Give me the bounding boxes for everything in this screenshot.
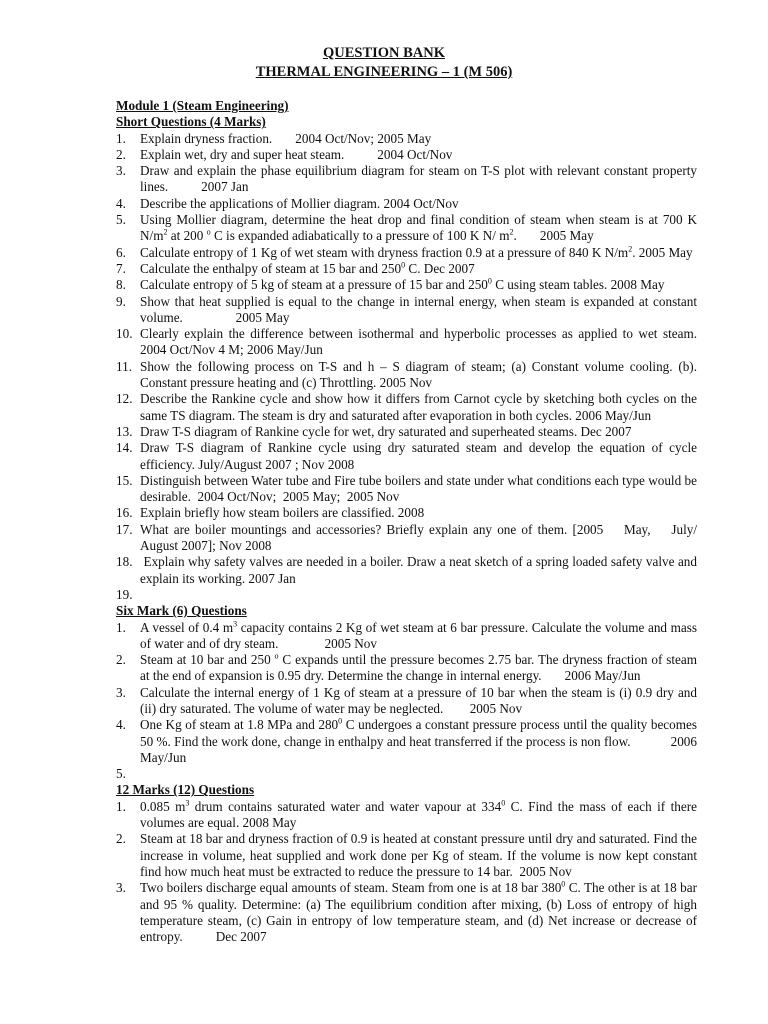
question-text: Steam at 18 bar and dryness fraction of 0.9 is heated at constant pressure until dry and saturated. Find the increase in volume, heat supplied and work done per Kg of steam. If the volume is now kept constant find how much heat must be extracted to reduce the pressure to 14 bar. 2005 Nov xyxy=(140,831,697,879)
question-number: 11. xyxy=(116,358,132,374)
question-item xyxy=(116,212,697,245)
question-text: Draw T-S diagram of Rankine cycle using dry saturated steam and develop the equation of cycle efficiency. July/August 2007 ; Nov 2008 xyxy=(140,440,697,472)
question-number: 15. xyxy=(116,472,133,488)
question-number: 19. xyxy=(116,586,133,602)
question-number: 6. xyxy=(116,244,126,260)
module-heading: Module 1 (Steam Engineering) xyxy=(116,98,289,113)
question-item xyxy=(116,326,697,359)
question-text: Calculate entropy of 5 kg of steam at a pressure of 15 bar and $250^0$ C using steam tables. 2008 May xyxy=(140,276,665,293)
question-number: 1. xyxy=(116,798,126,814)
question-text: Show the following process on T-S and h – S diagram of steam; (a) Constant volume cooling. (b). Constant pressure heating and (c) Throttling. 2005 Nov xyxy=(140,358,697,391)
question-number: 7. xyxy=(116,260,126,276)
question-number: 1. xyxy=(116,619,126,635)
section-heading: Short Questions (4 Marks) xyxy=(116,114,266,130)
question-item xyxy=(116,196,697,212)
question-item xyxy=(116,131,697,147)
question-number: 17. xyxy=(116,521,133,537)
question-text xyxy=(140,766,697,782)
question-item xyxy=(116,505,697,521)
question-item xyxy=(116,163,697,196)
question-number: 5. xyxy=(116,766,126,782)
question-item xyxy=(116,277,697,293)
question-number: 8. xyxy=(116,277,126,293)
question-number: 3. xyxy=(116,163,126,179)
question-number: 18. xyxy=(116,554,133,570)
question-text: Draw and explain the phase equilibrium diagram for steam on T-S plot with relevant constant property lines. 2007 Jan xyxy=(140,163,697,195)
question-text: One Kg of steam at 1.8 MPa and $280^0$ C undergoes a constant pressure process until the quality becomes 50 %. Find the work done, change in enthalpy and heat transferred if the process is non flow. 2006 May/Jun xyxy=(140,716,697,765)
question-text xyxy=(140,587,697,603)
question-item xyxy=(116,554,697,587)
question-text: Calculate the enthalpy of steam at 15 bar and $250^0$ C. Dec 2007 xyxy=(140,260,475,276)
section-heading: 12 Marks (12) Questions xyxy=(116,782,255,798)
question-item xyxy=(116,880,697,945)
question-text: What are boiler mountings and accessories? Briefly explain any one of them. [2005 May, July/ August 2007]; Nov 2008 xyxy=(140,521,697,554)
question-text: Calculate entropy of 1 Kg of wet steam with dryness fraction 0.9 at a pressure of 840 K $N/m^2$. 2005 May xyxy=(140,244,693,260)
section-heading: Six Mark (6) Questions xyxy=(116,603,247,619)
question-item xyxy=(116,587,697,603)
question-text: Using Mollier diagram, determine the heat drop and final condition of steam when steam is at 700 K $N/m^2$ at 200 $^o$ C is expanded adiabatically to a pressure of 100 K N/ $m^2$. 2005 May xyxy=(140,212,697,244)
page-subtitle: THERMAL ENGINEERING – 1 (M 506) xyxy=(255,64,513,80)
question-number: 13. xyxy=(116,423,133,439)
question-number: 10. xyxy=(116,326,133,342)
question-number: 16. xyxy=(116,505,133,521)
question-item xyxy=(116,717,697,766)
question-number: 2. xyxy=(116,831,126,847)
question-list xyxy=(116,620,697,783)
question-number: 12. xyxy=(116,391,133,407)
question-item xyxy=(116,473,697,506)
question-item xyxy=(116,831,697,880)
question-text: Steam at 10 bar and 250 $^o$ C expands until the pressure becomes 2.75 bar. The dryness fraction of steam at the end of expansion is 0.95 dry. Determine the change in internal energy. 2006 May/Jun xyxy=(140,651,698,684)
question-item xyxy=(116,261,697,277)
question-item xyxy=(116,245,697,261)
question-text: Explain why safety valves are needed in a boiler. Draw a neat sketch of a spring loaded safety valve and explain its working. 2007 Jan xyxy=(140,554,697,586)
question-text: A vessel of 0.4 $m^3$ capacity contains 2 Kg of wet steam at 6 bar pressure. Calculate the volume and mass of water and of dry steam. 2005 Nov xyxy=(140,619,697,651)
page-title: QUESTION BANK xyxy=(322,45,446,61)
question-number: 2. xyxy=(116,146,126,162)
question-text: Draw T-S diagram of Rankine cycle for wet, dry saturated and superheated steams. Dec 2007 xyxy=(140,423,632,439)
question-item xyxy=(116,685,697,718)
question-number: 3. xyxy=(116,880,126,896)
question-item xyxy=(116,294,697,327)
question-list xyxy=(116,799,697,946)
question-number: 2. xyxy=(116,652,126,668)
question-item xyxy=(116,440,697,473)
question-text: Distinguish between Water tube and Fire tube boilers and state under what conditions each type would be desirable. 2004 Oct/Nov; 2005 May; 2005 Nov xyxy=(140,472,697,505)
question-number: 3. xyxy=(116,684,126,700)
question-text: Two boilers discharge equal amounts of steam. Steam from one is at 18 bar $380^0$ C. The other is at 18 bar and 95 % quality. Determine: (a) The equilibrium condition after mixing, (b) Loss of entropy of high temperature steam, (c) Gain in entropy of low temperature steam, and (d) Net increase or decrease of entropy. Dec 2007 xyxy=(140,879,697,945)
question-text: Explain dryness fraction. 2004 Oct/Nov; 2005 May xyxy=(140,130,432,146)
question-item xyxy=(116,391,697,424)
question-item xyxy=(116,359,697,392)
question-item xyxy=(116,424,697,440)
question-item xyxy=(116,652,697,685)
question-text: Describe the applications of Mollier diagram. 2004 Oct/Nov xyxy=(140,195,459,211)
question-text: Clearly explain the difference between isothermal and hyperbolic processes as applied to wet steam. 2004 Oct/Nov 4 M; 2006 May/Jun xyxy=(140,326,697,358)
question-item xyxy=(116,620,697,653)
question-number: 14. xyxy=(116,440,133,456)
question-item xyxy=(116,766,697,782)
question-item xyxy=(116,799,697,832)
question-number: 4. xyxy=(116,195,126,211)
question-text: Describe the Rankine cycle and show how it differs from Carnot cycle by sketching both cycles on the same TS diagram. The steam is dry and saturated after evaporation in both cycles. 2006 May/Jun xyxy=(140,391,697,423)
question-number: 9. xyxy=(116,293,126,309)
question-text: Show that heat supplied is equal to the change in internal energy, when steam is expanded at constant volume. 2005 May xyxy=(140,293,697,325)
question-number: 1. xyxy=(116,130,126,146)
question-text: 0.085 $m^3$ drum contains saturated water and water vapour at $334^0$ C. Find the mass of each if there volumes are equal. 2008 May xyxy=(140,798,697,831)
question-text: Calculate the internal energy of 1 Kg of steam at a pressure of 10 bar when the steam is (i) 0.9 dry and (ii) dry saturated. The volume of water may be neglected. 2005 Nov xyxy=(140,684,697,716)
question-content xyxy=(116,98,697,945)
question-item xyxy=(116,147,697,163)
question-list xyxy=(116,131,697,604)
question-number: 4. xyxy=(116,717,126,733)
question-number: 5. xyxy=(116,212,126,228)
question-text: Explain wet, dry and super heat steam. 2004 Oct/Nov xyxy=(140,146,453,162)
question-text: Explain briefly how steam boilers are classified. 2008 xyxy=(140,505,425,521)
question-item xyxy=(116,522,697,555)
